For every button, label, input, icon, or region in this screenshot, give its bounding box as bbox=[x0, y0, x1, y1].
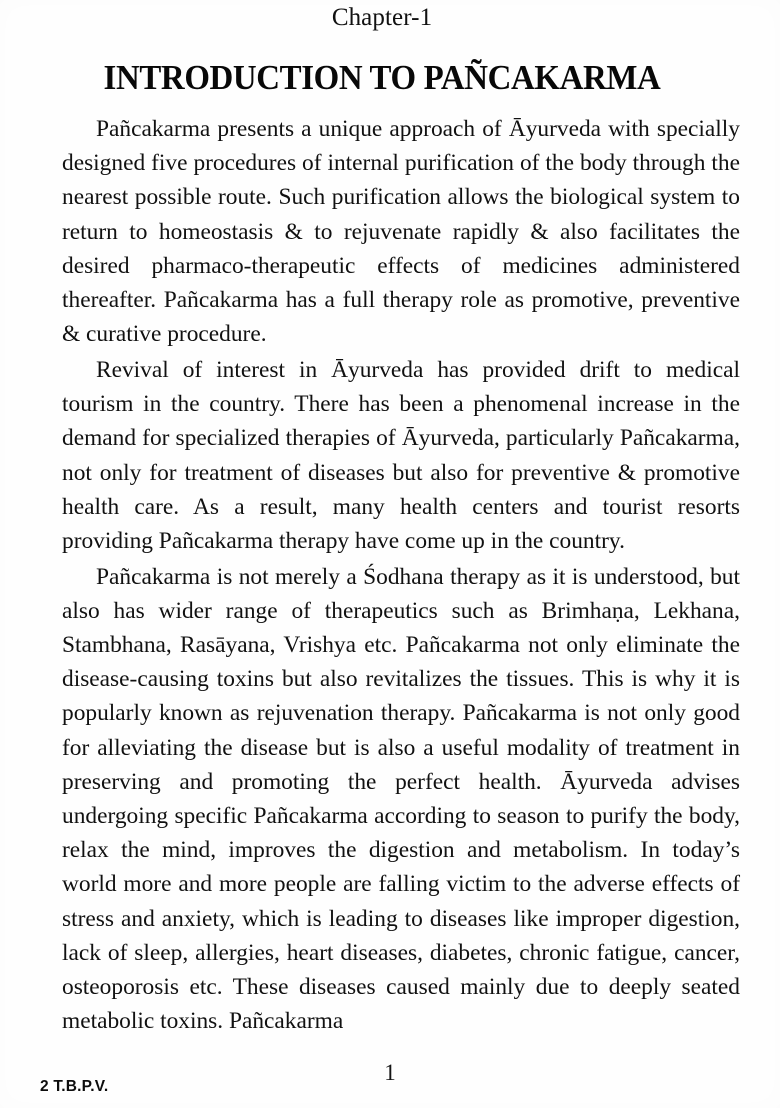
paragraph: Pañcakarma presents a unique approach of Āyurveda with specially designed five procedures of internal purification of the body through the nearest possible route. Such purification allows the biological system to return to homeostasis & to rejuvenate rapidly & also facilitates the desired pharmaco-therapeutic effects of medicines administered thereafter. Pañcakarma has a full therapy role as promotive, preventive & curative procedure. bbox=[62, 116, 740, 348]
paragraph: Revival of interest in Āyurveda has provided drift to medical tourism in the country. There has been a phenomenal increase in the demand for specialized therapies of Āyurveda, particularly Pañcakarma, not only for treatment of diseases but also for preventive & promotive health care. As a result, many health centers and tourist resorts providing Pañcakarma therapy have come up in the country. bbox=[62, 356, 740, 554]
body-text bbox=[62, 112, 740, 1038]
chapter-label: Chapter-1 bbox=[331, 4, 433, 31]
running-head: 2 T.B.P.V. bbox=[40, 1078, 109, 1095]
page-number: 1 bbox=[384, 1060, 396, 1085]
page-title: INTRODUCTION TO PAÑCAKARMA bbox=[103, 58, 661, 98]
page-footer bbox=[0, 1052, 780, 1108]
paragraph: Pañcakarma is not merely a Śodhana therapy as it is understood, but also has wider range of therapeutics such as Brimhaṇa, Lekhana, Stambhana, Rasāyana, Vrishya etc. Pañcakarma not only eliminate the disease-causing toxins but also revitalizes the tissues. This is why it is popularly known as rejuvenation therapy. Pañcakarma is not only good for alleviating the disease but is also a useful modality of treatment in preserving and promoting the perfect health. Āyurveda advises undergoing specific Pañcakarma according to season to purify the body, relax the mind, improves the digestion and metabolism. In today’s world more and more people are falling victim to the adverse effects of stress and anxiety, which is leading to diseases like improper digestion, lack of sleep, allergies, heart diseases, diabetes, chronic fatigue, cancer, osteoporosis etc. These diseases caused mainly due to deeply seated metabolic toxins. Pañcakarma bbox=[62, 563, 740, 1035]
